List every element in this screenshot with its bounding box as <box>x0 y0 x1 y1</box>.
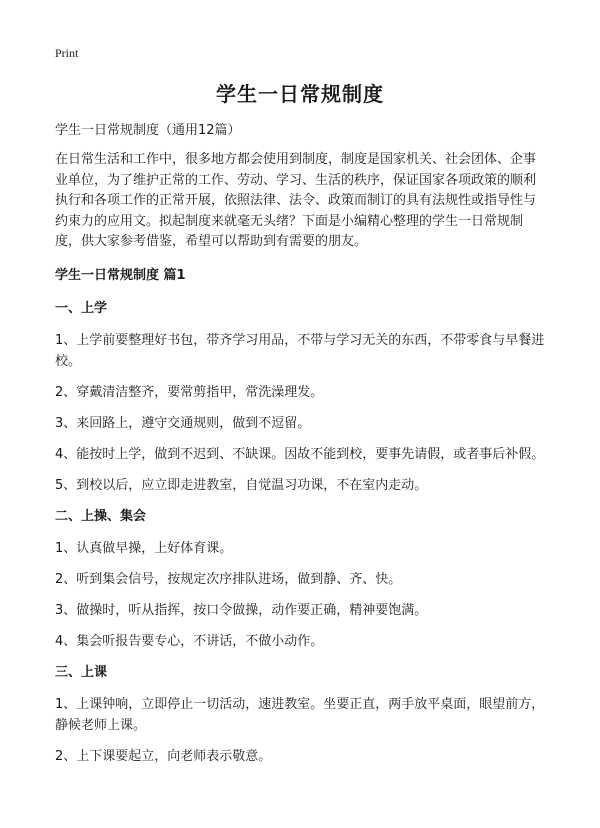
section-heading: 三、上课 <box>55 664 108 680</box>
list-item: 2、穿戴清洁整齐，要常剪指甲，常洗澡理发。 <box>55 384 324 400</box>
list-item: 1、上课钟响，立即停止一切活动，速进教室。坐要正直，两手放平桌面，眼望前方，静候老师上课。 <box>55 696 545 733</box>
document-subtitle: 学生一日常规制度（通用12篇） <box>55 123 241 138</box>
list-item: 2、上下课要起立，向老师表示敬意。 <box>55 748 272 764</box>
list-item: 4、能按时上学，做到不迟到、不缺课。因故不能到校，要事先请假，或者事后补假。 <box>55 446 545 462</box>
page-title: 学生一日常规制度 <box>216 82 384 106</box>
list-item: 1、上学前要整理好书包，带齐学习用品，不带与学习无关的东西，不带零食与早餐进校。 <box>55 332 545 369</box>
list-item: 4、集会听报告要专心，不讲话，不做小动作。 <box>55 633 324 649</box>
intro-paragraph: 在日常生活和工作中，很多地方都会使用到制度，制度是国家机关、社会团体、企事业单位，为了维护正常的工作、劳动、学习、生活的秩序，保证国家各项政策的顺利执行和各项工作的正常开展，依照法律、法令、政策而制订的具有法规性或指导性与约束力的应用文。拟起制度来就毫无头绪？下面是小编精心整理的学生一日常规制度，供大家参考借鉴，希望可以帮助到有需要的朋友。 <box>55 152 537 249</box>
section-heading: 一、上学 <box>55 300 108 316</box>
list-item: 3、来回路上，遵守交通规则，做到不逗留。 <box>55 415 311 431</box>
print-link[interactable]: Print <box>55 46 79 60</box>
list-item: 1、认真做早操，上好体育课。 <box>55 540 233 556</box>
list-item: 3、做操时，听从指挥，按口令做操，动作要正确，精神要饱满。 <box>55 602 428 618</box>
document-body <box>55 120 545 777</box>
list-item: 5、到校以后，应立即走进教室，自觉温习功课，不在室内走动。 <box>55 477 428 493</box>
section-assembly <box>55 506 545 652</box>
section-class <box>55 662 545 767</box>
section-heading: 二、上操、集会 <box>55 508 147 524</box>
section-title: 学生一日常规制度 篇1 <box>55 267 186 283</box>
list-item: 2、听到集会信号，按规定次序排队进场，做到静、齐、快。 <box>55 571 402 587</box>
section-school <box>55 298 545 496</box>
